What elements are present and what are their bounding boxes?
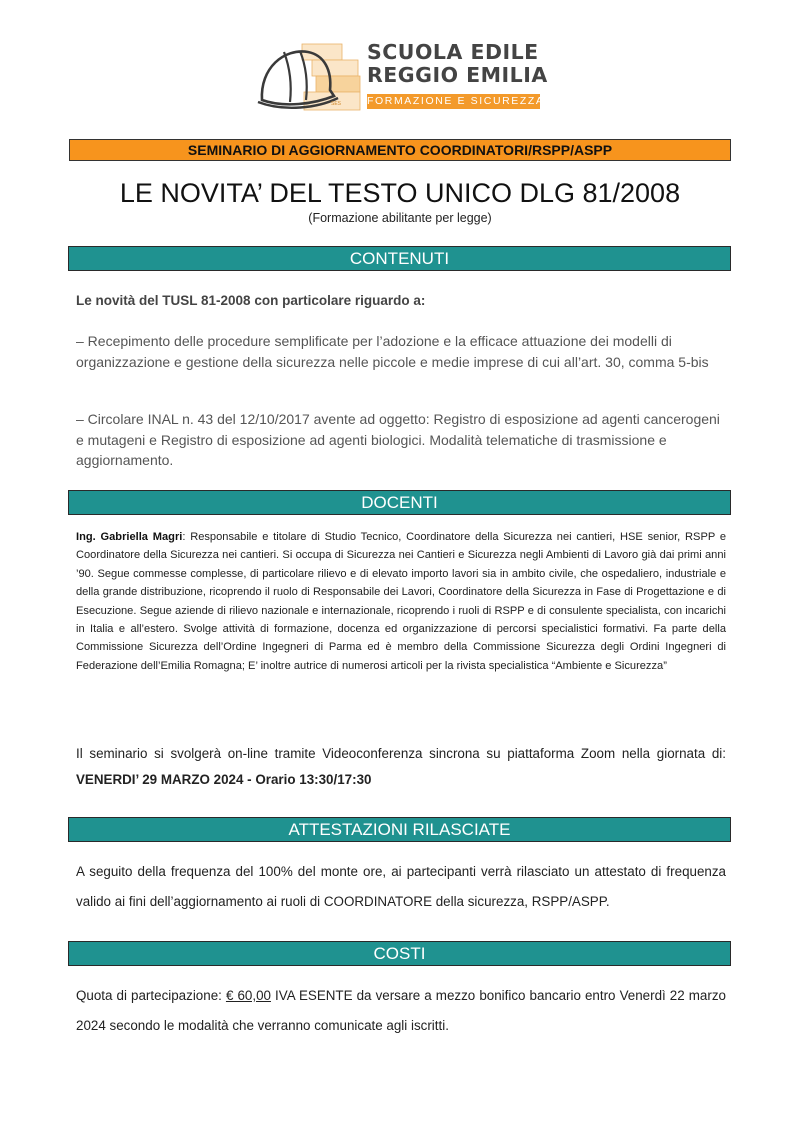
docente-bio [76,528,726,675]
contenuti-lead: Le novità del TUSL 81-2008 con particolare riguardo a: [76,293,426,308]
logo [254,38,548,118]
seminar-banner: SEMINARIO DI AGGIORNAMENTO COORDINATORI/RSPP/ASPP [69,139,731,161]
costi-suffix: IVA ESENTE da versare a mezzo bonifico bancario entro Venerdì 22 marzo 2024 secondo le modalità che verranno comunicate agli iscritti. [76,988,726,1033]
section-heading-costi: COSTI [68,941,731,966]
seminar-date: VENERDI’ 29 MARZO 2024 - Orario 13:30/17:30 [76,772,372,787]
section-heading-docenti: DOCENTI [68,490,731,515]
price: € 60,00 [225,988,271,1003]
costi-text [76,981,726,1041]
costi-prefix: Quota di partecipazione: [76,988,226,1003]
page-subtitle: (Formazione abilitante per legge) [308,211,492,225]
seminar-info [76,741,726,793]
helmet-and-bricks-icon [254,38,366,118]
page-title: LE NOVITA’ DEL TESTO UNICO DLG 81/2008 [119,178,681,208]
logo-tagline: FORMAZIONE E SICUREZZA [367,95,545,107]
section-heading-contenuti: CONTENUTI [68,246,731,271]
logo-line-1: SCUOLA EDILE [367,40,539,64]
seminar-text: Il seminario si svolgerà on-line tramite Videoconferenza sincrona su piattaforma Zoom nella giornata di: [76,746,726,761]
contenuti-item: – Circolare INAL n. 43 del 12/10/2017 avente ad oggetto: Registro di esposizione ad agenti cancerogeni e mutageni e Registro di esposizione ad agenti biologici. Modalità telematiche di trasmissione e aggiornamento. [76,411,720,468]
section-heading-attestazioni: ATTESTAZIONI RILASCIATE [68,817,731,842]
contenuti-item: – Recepimento delle procedure semplificate per l’adozione e la efficace attuazione dei modelli di organizzazione e gestione della sicurezza nelle piccole e medie imprese di cui all’art. 30, comma 5-bis [76,333,709,370]
logo-ses-mark: SES [331,101,342,107]
docente-bio-text: : Responsabile e titolare di Studio Tecnico, Coordinatore della Sicurezza nei cantieri, HSE senior, RSPP e Coordinatore della Sicurezza nei cantieri. Si occupa di Sicurezza nei Cantieri e Sicurezza negli Ambienti di Lavoro già dai primi anni ’90. Segue commesse complesse, di particolare rilievo e di elevato importo lavori sia in ambito civile, che ospedaliero, industriale e della grande distribuzione, ricoprendo il ruolo di Responsabile dei Lavori, Coordinatore della Sicurezza in Fase di Progettazione e di Esecuzione. Segue aziende di rilievo nazionale e internazionale, ricoprendo i ruoli di RSPP e di consulente specialista, con incarichi in Italia e all’estero. Svolge attività di formazione, docenza ed organizzazione di percorsi specialistici formativi. Fa parte della Commissione Sicurezza dell’Ordine Ingegneri di Parma ed è membro della Commissione Sicurezza degli Ordini Ingegneri di Federazione dell’Emilia Romagna; E’ inoltre autrice di numerosi articoli per la rivista specialistica “Ambiente e Sicurezza” [76,531,726,672]
logo-line-2: REGGIO EMILIA [367,63,548,87]
docente-name: Ing. Gabriella Magri [76,531,183,543]
attestazioni-text: A seguito della frequenza del 100% del monte ore, ai partecipanti verrà rilasciato un attestato di frequenza valido ai fini dell’aggiornamento ai ruoli di COORDINATORE della sicurezza, RSPP/ASPP. [76,864,726,909]
